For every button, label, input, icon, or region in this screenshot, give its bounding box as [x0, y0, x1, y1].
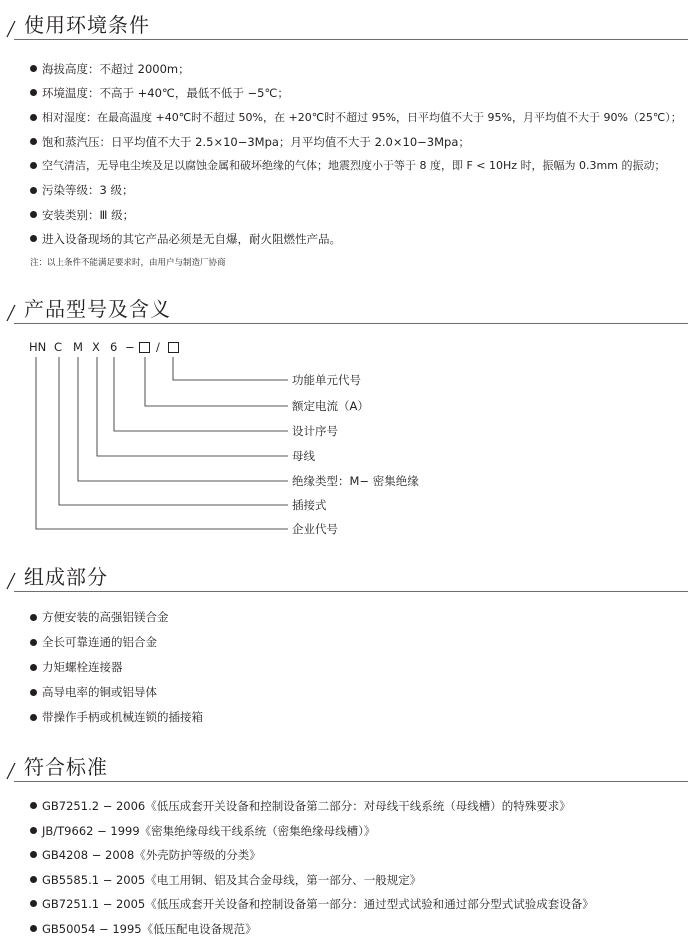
code-dash: − — [125, 340, 135, 354]
label-busbar: 母线 — [292, 449, 315, 463]
environment-list — [0, 57, 682, 251]
slash-mark-icon — [6, 304, 16, 322]
components-list — [0, 605, 203, 730]
list-item: 安装类别：Ⅲ 级； — [0, 203, 682, 227]
bullet-icon — [30, 235, 37, 242]
list-item: 相对湿度：在最高温度 +40℃时不超过 50%，在 +20℃时不超过 95%，日平均值不大于 95%，月平均值不大于 90%（25℃）； — [0, 106, 682, 130]
label-design-number: 设计序号 — [292, 424, 338, 438]
list-item: GB5585.1 − 2005《电工用铜、铝及其合金母线，第一部分、一般规定》 — [0, 868, 594, 893]
section-divider — [14, 591, 688, 592]
section-header-model — [0, 294, 688, 324]
list-item: 饱和蒸汽压：日平均值不大于 2.5×10−3Mpa；月平均值不大于 2.0×10−3Mpa； — [0, 130, 682, 154]
environment-note: 注：以上条件不能满足要求时，由用户与制造厂协商 — [30, 258, 226, 268]
list-item: 空气清洁，无导电尘埃及足以腐蚀金属和破坏绝缘的气体；地震烈度小于等于 8 度，即 F < 10Hz 时，振幅为 0.3mm 的振动； — [0, 154, 682, 178]
section-title-components: 组成部分 — [24, 565, 108, 589]
section-title-standards: 符合标准 — [24, 755, 108, 779]
section-divider — [14, 39, 688, 40]
list-item: 带操作手柄或机械连锁的插接箱 — [0, 705, 203, 730]
bullet-icon — [30, 187, 37, 194]
list-item: GB7251.2 − 2006《低压成套开关设备和控制设备第二部分：对母线干线系统（母线槽）的特殊要求》 — [0, 794, 594, 819]
model-code-diagram — [0, 340, 700, 540]
list-item: 海拔高度：不超过 2000m； — [0, 57, 682, 81]
code-x: X — [92, 340, 100, 354]
label-rated-current: 额定电流（A） — [292, 399, 369, 413]
slash-mark-icon — [6, 572, 16, 590]
code-slash: / — [156, 340, 160, 354]
bullet-icon — [30, 876, 37, 883]
list-item: GB4208 − 2008《外壳防护等级的分类》 — [0, 843, 594, 868]
label-company-code: 企业代号 — [292, 522, 338, 536]
bullet-icon — [30, 65, 37, 72]
bullet-icon — [30, 714, 37, 721]
section-divider — [14, 781, 688, 782]
bullet-icon — [30, 802, 37, 809]
code-6: 6 — [110, 340, 118, 354]
bullet-icon — [30, 138, 37, 145]
list-item: 方便安装的高强铝镁合金 — [0, 605, 203, 630]
bullet-icon — [30, 689, 37, 696]
code-c: C — [54, 340, 63, 354]
list-item: 高导电率的铜或铝导体 — [0, 680, 203, 705]
section-header-standards — [0, 752, 688, 782]
section-header-environment — [0, 10, 688, 40]
label-plug-in: 插接式 — [292, 498, 327, 512]
list-item: 全长可靠连通的铝合金 — [0, 630, 203, 655]
bullet-icon — [30, 925, 37, 932]
bullet-icon — [30, 89, 37, 96]
bullet-icon — [30, 614, 37, 621]
bullet-icon — [30, 211, 37, 218]
list-item: 力矩螺栓连接器 — [0, 655, 203, 680]
bullet-icon — [30, 851, 37, 858]
list-item: 污染等级：3 级； — [0, 178, 682, 202]
section-title-model: 产品型号及含义 — [24, 297, 171, 321]
bullet-icon — [30, 639, 37, 646]
section-title-environment: 使用环境条件 — [24, 13, 150, 37]
list-item: 进入设备现场的其它产品必须是无自爆，耐火阻燃性产品。 — [0, 227, 682, 251]
bullet-icon — [30, 114, 37, 121]
label-function-unit: 功能单元代号 — [292, 373, 361, 387]
list-item: JB/T9662 − 1999《密集绝缘母线干线系统（密集绝缘母线槽）》 — [0, 819, 594, 844]
code-m: M — [73, 340, 83, 354]
bullet-icon — [30, 827, 37, 834]
slash-mark-icon — [6, 20, 16, 38]
list-item: 环境温度：不高于 +40℃，最低不低于 −5℃； — [0, 81, 682, 105]
bullet-icon — [30, 162, 37, 169]
list-item: GB7251.1 − 2005《低压成套开关设备和控制设备第一部分：通过型式试验和通过部分型式试验成套设备》 — [0, 892, 594, 917]
section-divider — [14, 323, 688, 324]
code-hn: HN — [29, 340, 47, 354]
bullet-icon — [30, 900, 37, 907]
label-insulation-type: 绝缘类型：M− 密集绝缘 — [292, 474, 419, 488]
list-item: GB50054 − 1995《低压配电设备规范》 — [0, 917, 594, 942]
slash-mark-icon — [6, 762, 16, 780]
section-header-components — [0, 562, 688, 592]
standards-list — [0, 794, 594, 941]
bullet-icon — [30, 664, 37, 671]
